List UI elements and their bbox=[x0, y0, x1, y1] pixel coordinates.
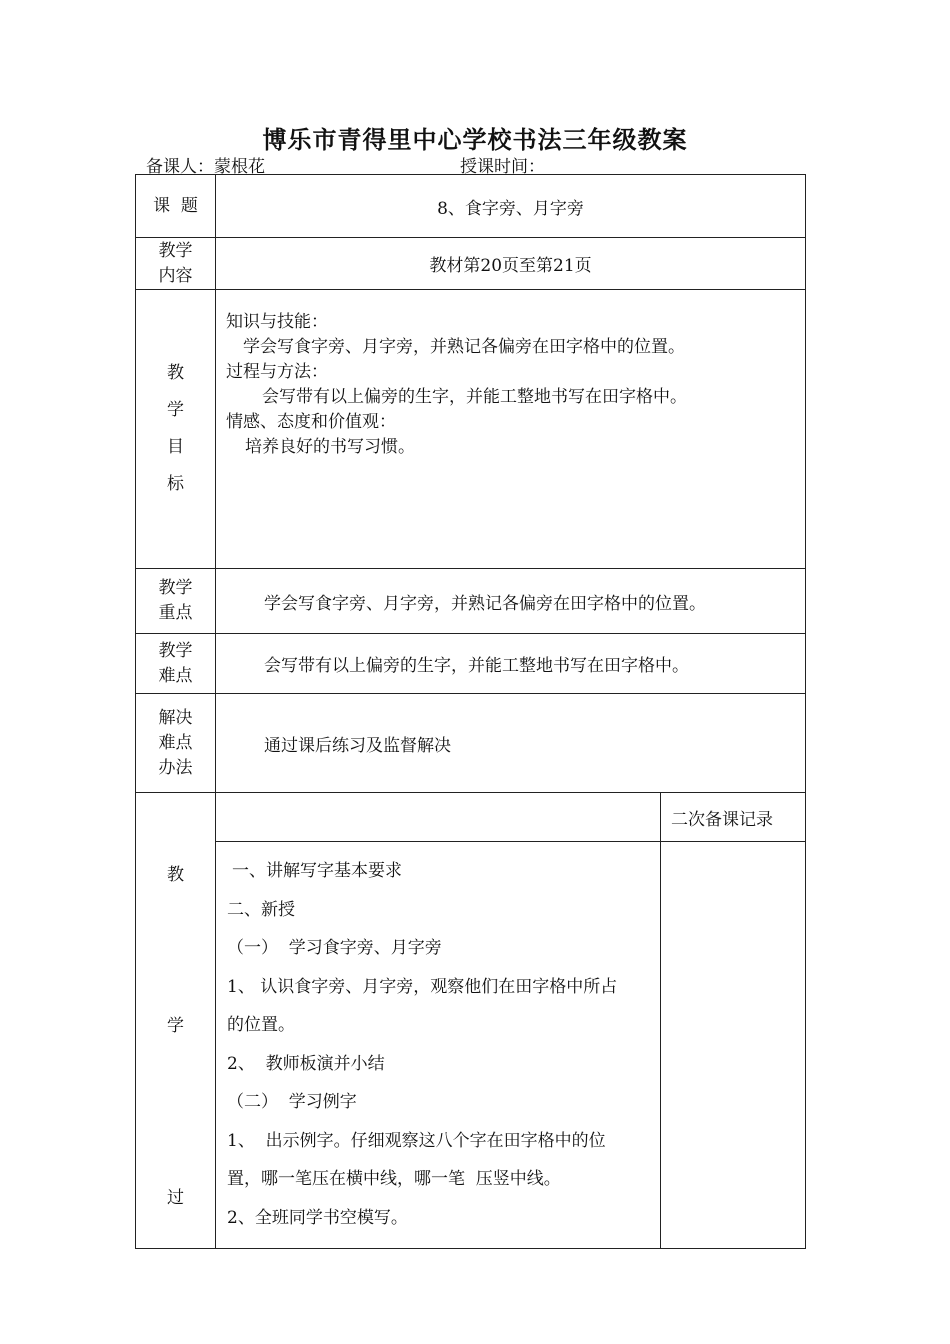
topic-row bbox=[136, 175, 806, 238]
process-line: 2、全班同学书空模写。 bbox=[227, 1207, 408, 1228]
lesson-plan-table bbox=[135, 174, 806, 1249]
key-points-label-line: 教学 bbox=[158, 578, 193, 598]
process-line: （二） 学习例字 bbox=[227, 1092, 357, 1112]
key-points-label-line: 重点 bbox=[158, 603, 193, 623]
goal-heading: 知识与技能： bbox=[226, 312, 328, 332]
teach-time-label: 授课时间： bbox=[460, 157, 545, 177]
goals-label-char: 目 bbox=[167, 437, 184, 457]
difficulties-value: 会写带有以上偏旁的生字，并能工整地书写在田字格中。 bbox=[216, 634, 806, 694]
key-points-label bbox=[136, 569, 216, 634]
process-label-char: 教 bbox=[167, 865, 184, 885]
process-header-empty bbox=[216, 793, 661, 842]
difficulties-row bbox=[136, 634, 806, 694]
topic-label: 课 题 bbox=[136, 175, 216, 238]
goals-label-char: 教 bbox=[167, 363, 184, 383]
key-points-row bbox=[136, 569, 806, 634]
goal-heading: 情感、态度和价值观： bbox=[226, 412, 396, 432]
solution-value: 通过课后练习及监督解决 bbox=[216, 694, 806, 793]
content-label-line: 教学 bbox=[158, 240, 193, 261]
goals-row bbox=[136, 290, 806, 569]
goal-line: 培养良好的书写习惯。 bbox=[245, 437, 415, 457]
goals-body bbox=[216, 290, 806, 569]
solution-label-line: 难点 bbox=[158, 732, 193, 753]
process-body-row bbox=[136, 842, 806, 1249]
difficulties-label-line: 难点 bbox=[158, 665, 193, 686]
process-body bbox=[216, 842, 661, 1249]
key-points-value: 学会写食字旁、月字旁，并熟记各偏旁在田字格中的位置。 bbox=[216, 569, 806, 634]
process-label-char: 过 bbox=[167, 1188, 184, 1208]
process-line: （一） 学习食字旁、月字旁 bbox=[227, 938, 442, 958]
solution-label-line: 办法 bbox=[158, 757, 193, 778]
goal-heading: 过程与方法： bbox=[226, 362, 328, 382]
content-label bbox=[136, 238, 216, 290]
process-line: 置，哪一笔压在横中线，哪一笔 压竖中线。 bbox=[227, 1169, 561, 1189]
goals-label-char: 标 bbox=[167, 474, 184, 494]
topic-value: 8、食字旁、月字旁 bbox=[216, 175, 806, 238]
goal-line: 学会写食字旁、月字旁，并熟记各偏旁在田字格中的位置。 bbox=[243, 337, 685, 357]
process-label-char: 学 bbox=[167, 1016, 184, 1036]
content-label-line: 内容 bbox=[158, 265, 193, 286]
process-line: 1、 认识食字旁、月字旁，观察他们在田字格中所占 bbox=[227, 976, 618, 997]
process-line: 2、 教师板演并小结 bbox=[227, 1053, 385, 1074]
difficulties-label-line: 教学 bbox=[158, 640, 193, 661]
difficulties-label bbox=[136, 634, 216, 694]
process-line: 二、新授 bbox=[227, 899, 295, 920]
solution-label-line: 解决 bbox=[158, 707, 193, 728]
goals-label-char: 学 bbox=[167, 400, 184, 420]
content-row bbox=[136, 238, 806, 290]
solution-row bbox=[136, 694, 806, 793]
content-value: 教材第20页至第21页 bbox=[216, 238, 806, 290]
solution-label bbox=[136, 694, 216, 793]
document-title: 博乐市青得里中心学校书法三年级教案 bbox=[262, 125, 688, 154]
second-prep-notes bbox=[661, 842, 806, 1249]
process-line: 1、 出示例字。仔细观察这八个字在田字格中的位 bbox=[227, 1130, 606, 1151]
process-header-row bbox=[136, 793, 806, 842]
process-label bbox=[136, 793, 216, 1249]
process-line: 一、讲解写字基本要求 bbox=[232, 861, 402, 881]
goal-line: 会写带有以上偏旁的生字，并能工整地书写在田字格中。 bbox=[262, 387, 687, 407]
goals-label bbox=[136, 290, 216, 569]
second-prep-header: 二次备课记录 bbox=[661, 793, 806, 842]
process-line: 的位置。 bbox=[227, 1015, 295, 1035]
preparer-label: 备课人：蒙根花 bbox=[146, 157, 265, 177]
